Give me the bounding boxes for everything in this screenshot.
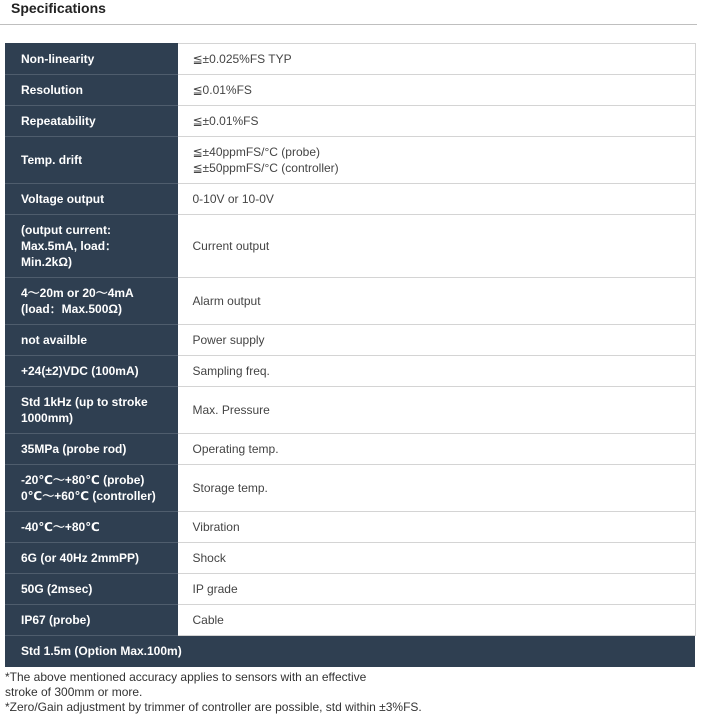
row-label-text: 35MPa (probe rod) (21, 442, 127, 456)
footer-cell-text: Std 1.5m (Option Max.100m) (21, 644, 182, 658)
row-label (5, 184, 177, 215)
row-value (177, 75, 695, 106)
footnote-line: *Zero/Gain adjustment by trimmer of controller are possible, std within ±3%FS. (5, 700, 422, 714)
row-label (5, 356, 177, 387)
section-title: Specifications (11, 0, 106, 16)
row-label-text: Resolution (21, 83, 83, 97)
row-label (5, 325, 177, 356)
row-label (5, 465, 177, 512)
row-value-text: Current output (192, 239, 270, 253)
row-value-text: Cable (192, 613, 224, 627)
row-label (5, 434, 177, 465)
row-label-text: Temp. drift (21, 153, 83, 167)
row-value (177, 605, 695, 636)
row-label-text: Repeatability (21, 114, 96, 128)
row-label-text: Min.2kΩ) (21, 255, 72, 269)
row-label-text: 0℃～+60℃ (controller) (21, 489, 156, 503)
row-label-text: Non-linearity (21, 52, 95, 66)
row-label (5, 574, 177, 605)
row-value-text: Storage temp. (192, 481, 268, 495)
row-value-text: ≦±0.01%FS (192, 114, 259, 128)
row-label (5, 106, 177, 137)
row-value-text: Sampling freq. (192, 364, 270, 378)
table-row (5, 215, 695, 278)
row-value (177, 543, 695, 574)
row-value-text: Operating temp. (192, 442, 279, 456)
table-row (5, 356, 695, 387)
row-value (177, 465, 695, 512)
table-row (5, 574, 695, 605)
row-value (177, 325, 695, 356)
row-value-text: Shock (192, 551, 226, 565)
table-row (5, 106, 695, 137)
table-row (5, 44, 695, 75)
row-label-text: -20℃～+80℃ (probe) (21, 473, 145, 487)
row-value (177, 106, 695, 137)
footer-cell (5, 636, 695, 667)
row-value-text: 0-10V or 10-0V (192, 192, 274, 206)
row-label (5, 278, 177, 325)
table-row (5, 465, 695, 512)
row-value-text: ≦±40ppmFS/°C (probe) (192, 145, 320, 159)
row-value-text: Alarm output (192, 294, 261, 308)
row-value-text: ≦0.01%FS (192, 83, 252, 97)
table-footer-row (5, 636, 695, 667)
table-row (5, 278, 695, 325)
row-value (177, 137, 695, 184)
row-label-text: -40℃～+80℃ (21, 520, 100, 534)
row-label-text: 50G (2msec) (21, 582, 93, 596)
row-label (5, 605, 177, 636)
row-label-text: (load：Max.500Ω) (21, 302, 122, 316)
row-label-text: 4～20m or 20～4mA (21, 286, 134, 300)
footnote-line: stroke of 300mm or more. (5, 685, 143, 699)
row-value-text: IP grade (192, 582, 238, 596)
table-row (5, 184, 695, 215)
row-label-text: 1000mm) (21, 411, 74, 425)
row-value (177, 574, 695, 605)
table-row (5, 543, 695, 574)
row-value-text: Vibration (192, 520, 240, 534)
footnote-line: *The above mentioned accuracy applies to sensors with an effective (5, 670, 367, 684)
table-row (5, 387, 695, 434)
table-row (5, 75, 695, 106)
row-label-text: not availble (21, 333, 88, 347)
row-label (5, 512, 177, 543)
table-row (5, 605, 695, 636)
row-label-text: 6G (or 40Hz 2mmPP) (21, 551, 140, 565)
row-label-text: Voltage output (21, 192, 105, 206)
row-value (177, 184, 695, 215)
row-value-text: Power supply (192, 333, 265, 347)
table-row (5, 434, 695, 465)
row-value-text: ≦±0.025%FS TYP (192, 52, 292, 66)
table-row (5, 137, 695, 184)
row-value (177, 278, 695, 325)
row-label (5, 44, 177, 75)
specifications-table (5, 43, 696, 667)
row-label-text: IP67 (probe) (21, 613, 91, 627)
table-row (5, 512, 695, 543)
row-label-text: Std 1kHz (up to stroke (21, 395, 148, 409)
row-value (177, 387, 695, 434)
row-label (5, 215, 177, 278)
row-label (5, 137, 177, 184)
row-value (177, 356, 695, 387)
row-value (177, 215, 695, 278)
section-divider (0, 24, 697, 25)
table-row (5, 325, 695, 356)
row-label (5, 543, 177, 574)
row-label-text: +24(±2)VDC (100mA) (21, 364, 139, 378)
row-value (177, 512, 695, 543)
row-label (5, 75, 177, 106)
row-value (177, 44, 695, 75)
row-value (177, 434, 695, 465)
footnotes (5, 670, 422, 715)
row-label (5, 387, 177, 434)
row-label-text: (output current: (21, 223, 111, 237)
row-label-text: Max.5mA, load： (21, 239, 118, 253)
row-value-text: ≦±50ppmFS/°C (controller) (192, 161, 339, 175)
row-value-text: Max. Pressure (192, 403, 270, 417)
